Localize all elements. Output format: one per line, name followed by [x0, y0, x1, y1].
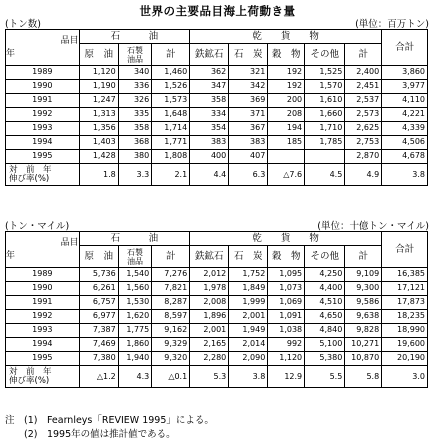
table-cell: 16,385	[382, 268, 428, 282]
table2-yoy-label-line1: 対 前 年	[9, 366, 52, 377]
table-row	[6, 66, 428, 80]
table1-sub-coal: 石 炭	[229, 44, 268, 66]
table-cell: 340	[118, 66, 151, 80]
table-cell: 10,271	[345, 338, 382, 352]
page-title: 世界の主要品目海上荷動き量	[139, 4, 296, 18]
table-cell: 1,530	[118, 296, 151, 310]
table-cell: 1,771	[152, 136, 190, 150]
table2-sub-products-line1: 石製	[126, 247, 143, 257]
table-cell: 2,537	[345, 94, 382, 108]
table1-total-header: 合計	[382, 30, 428, 66]
table-cell: △1.2	[79, 366, 118, 388]
table2-yoy-label	[6, 366, 80, 388]
table-cell: 1,896	[190, 310, 229, 324]
table-cell: 992	[268, 338, 305, 352]
table1-yoy-label-line1: 対 前 年	[9, 164, 52, 175]
table-cell: 1,526	[152, 80, 190, 94]
table-row	[6, 352, 428, 366]
table2-sub-other: その他	[305, 246, 345, 268]
table-cell: 358	[118, 122, 151, 136]
table-cell: 4.5	[305, 164, 345, 186]
table-cell: 4.4	[190, 164, 229, 186]
table-cell: 200	[268, 94, 305, 108]
table-cell: 380	[118, 150, 151, 164]
table-cell: 208	[268, 108, 305, 122]
table-cell: 1,073	[268, 282, 305, 296]
table1-yoy-label-line2: 伸び率(%)	[9, 173, 50, 184]
table-cell: 7,469	[79, 338, 118, 352]
table-cell: 1,860	[118, 338, 151, 352]
table-row	[6, 282, 428, 296]
table-cell: 1,849	[229, 282, 268, 296]
table1-sub-grain: 穀 物	[268, 44, 305, 66]
table2-unit-right: (単位：十億トン・マイル)	[317, 221, 429, 232]
table-cell: 20,190	[382, 352, 428, 366]
table-row	[6, 94, 428, 108]
table1-sub-other: その他	[305, 44, 345, 66]
year-cell: 1995	[6, 150, 80, 164]
table-cell: 9,320	[152, 352, 190, 366]
table-cell: 354	[190, 122, 229, 136]
table-cell: 2,280	[190, 352, 229, 366]
table-cell: 347	[190, 80, 229, 94]
table-cell: 336	[118, 80, 151, 94]
year-cell: 1992	[6, 310, 80, 324]
table-cell: 9,329	[152, 338, 190, 352]
table-cell: 7,387	[79, 324, 118, 338]
table2-sub-crude: 原 油	[79, 246, 118, 268]
table-cell: 2,008	[190, 296, 229, 310]
table-cell: 3.8	[382, 164, 428, 186]
table-cell: 6,261	[79, 282, 118, 296]
table2-sub-grain: 穀 物	[268, 246, 305, 268]
table-row	[6, 324, 428, 338]
table-cell: 1,560	[118, 282, 151, 296]
table1-sub-products-line2: 油品	[126, 54, 143, 64]
table1-unit-right: (単位：百万トン)	[355, 19, 429, 30]
table2-corner-cell	[6, 232, 80, 268]
table-cell: 2,001	[229, 310, 268, 324]
table-cell: 1,999	[229, 296, 268, 310]
table-cell: 400	[190, 150, 229, 164]
footnote-1: 注 (1) Fearnleys「REVIEW 1995」による。	[5, 415, 214, 426]
table-cell: 194	[268, 122, 305, 136]
table-cell: 407	[229, 150, 268, 164]
table-cell: 321	[229, 66, 268, 80]
table-cell: 1,978	[190, 282, 229, 296]
table-cell: 362	[190, 66, 229, 80]
table-cell: 4,678	[382, 150, 428, 164]
table-cell: 326	[118, 94, 151, 108]
year-cell: 1991	[6, 296, 80, 310]
table-cell: 1,247	[79, 94, 118, 108]
table-cell: 1,648	[152, 108, 190, 122]
table2-group-dry: 乾 貨 物	[190, 232, 382, 246]
table-cell: 7,380	[79, 352, 118, 366]
year-cell: 1990	[6, 282, 80, 296]
table1-sub-oil-total: 計	[152, 44, 190, 66]
table-cell: 10,870	[345, 352, 382, 366]
table-cell: 1,120	[268, 352, 305, 366]
table-cell: 3,977	[382, 80, 428, 94]
table2-group-oil: 石 油	[79, 232, 190, 246]
table-cell: 358	[190, 94, 229, 108]
table-cell: 18,990	[382, 324, 428, 338]
table-cell: 4,339	[382, 122, 428, 136]
table-cell: 4,250	[305, 268, 345, 282]
table-row	[6, 80, 428, 94]
table-cell: 2,400	[345, 66, 382, 80]
year-cell: 1989	[6, 66, 80, 80]
table1-corner-year: 年	[6, 49, 16, 59]
year-cell: 1992	[6, 108, 80, 122]
table-cell: 2,012	[190, 268, 229, 282]
table-cell: 9,586	[345, 296, 382, 310]
table-cell: 1,190	[79, 80, 118, 94]
footnote-2: (2) 1995年の値は推計値である。	[24, 429, 176, 440]
table-cell: 17,873	[382, 296, 428, 310]
table-row	[6, 136, 428, 150]
table-cell: 9,638	[345, 310, 382, 324]
table-cell: 1,120	[79, 66, 118, 80]
table2-sub-iron: 鉄鉱石	[190, 246, 229, 268]
table-cell: 1,069	[268, 296, 305, 310]
table2-yoy-label-line2: 伸び率(%)	[9, 375, 50, 386]
table-cell: 12.9	[268, 366, 305, 388]
year-cell: 1991	[6, 94, 80, 108]
table-cell	[305, 150, 345, 164]
table-cell	[268, 150, 305, 164]
table-cell: 6.3	[229, 164, 268, 186]
table-cell: 4,110	[382, 94, 428, 108]
table-cell: 8,597	[152, 310, 190, 324]
table-cell: 1,710	[305, 122, 345, 136]
table1-sub-crude: 原 油	[79, 44, 118, 66]
table2-corner-year: 年	[6, 251, 16, 261]
table-cell: 7,276	[152, 268, 190, 282]
year-cell: 1995	[6, 352, 80, 366]
table-cell: 9,300	[345, 282, 382, 296]
table-cell: 1.8	[79, 164, 118, 186]
table-row	[6, 150, 428, 164]
table2-sub-products-line2: 油品	[126, 256, 143, 266]
table2-sub-coal: 石 炭	[229, 246, 268, 268]
year-cell: 1993	[6, 324, 80, 338]
table-cell: 2,753	[345, 136, 382, 150]
table-cell: 4,840	[305, 324, 345, 338]
table-cell: 18,235	[382, 310, 428, 324]
table-cell: 9,828	[345, 324, 382, 338]
table1-group-dry: 乾 貨 物	[190, 30, 382, 44]
table1-yoy-row	[6, 164, 428, 186]
table-cell: 9,162	[152, 324, 190, 338]
table-cell: 2,014	[229, 338, 268, 352]
table-cell: 367	[229, 122, 268, 136]
table-cell: 368	[118, 136, 151, 150]
table-cell: 371	[229, 108, 268, 122]
table-row	[6, 108, 428, 122]
table-cell: 5,736	[79, 268, 118, 282]
table-cell: 2,165	[190, 338, 229, 352]
table-cell: 334	[190, 108, 229, 122]
table-cell: 3.8	[229, 366, 268, 388]
table-cell: 4,400	[305, 282, 345, 296]
table-cell: 383	[190, 136, 229, 150]
table-row	[6, 338, 428, 352]
table-cell: △0.1	[152, 366, 190, 388]
table-cell: 192	[268, 80, 305, 94]
table-cell: △7.6	[268, 164, 305, 186]
table2-yoy-row	[6, 366, 428, 388]
table-cell: 1,660	[305, 108, 345, 122]
table2-unit-left: (トン・マイル)	[5, 221, 70, 232]
table-cell: 2,090	[229, 352, 268, 366]
table-cell: 1,428	[79, 150, 118, 164]
year-cell: 1990	[6, 80, 80, 94]
table-cell: 1,752	[229, 268, 268, 282]
table-cell: 1,808	[152, 150, 190, 164]
table-cell: 1,525	[305, 66, 345, 80]
table-row	[6, 296, 428, 310]
table-row	[6, 268, 428, 282]
table-cell: 1,573	[152, 94, 190, 108]
table2-body	[6, 268, 428, 366]
table1-yoy-label	[6, 164, 80, 186]
table-row	[6, 122, 428, 136]
table1	[5, 29, 428, 186]
year-cell: 1989	[6, 268, 80, 282]
table-cell: 1,091	[268, 310, 305, 324]
table-cell: 7,821	[152, 282, 190, 296]
table-cell: 2,870	[345, 150, 382, 164]
table-cell: 185	[268, 136, 305, 150]
table2-total-header: 合計	[382, 232, 428, 268]
table-cell: 1,620	[118, 310, 151, 324]
table-cell: 3,860	[382, 66, 428, 80]
table1-corner-item: 品目	[60, 35, 79, 46]
table-cell: 4,650	[305, 310, 345, 324]
table-cell: 1,313	[79, 108, 118, 122]
table-cell: 2.1	[152, 164, 190, 186]
year-cell: 1993	[6, 122, 80, 136]
table-cell: 17,121	[382, 282, 428, 296]
table-cell: 4,221	[382, 108, 428, 122]
table-cell: 3.3	[118, 164, 151, 186]
table-cell: 6,757	[79, 296, 118, 310]
table-cell: 8,287	[152, 296, 190, 310]
table-cell: 335	[118, 108, 151, 122]
table-cell: 19,600	[382, 338, 428, 352]
table1-sub-dry-total: 計	[345, 44, 382, 66]
table-cell: 192	[268, 66, 305, 80]
table-cell: 4,506	[382, 136, 428, 150]
table-cell: 5.8	[345, 366, 382, 388]
table-cell: 5,380	[305, 352, 345, 366]
table-cell: 1,095	[268, 268, 305, 282]
table1-group-oil: 石 油	[79, 30, 190, 44]
table-cell: 1,460	[152, 66, 190, 80]
table-row	[6, 310, 428, 324]
table2-sub-products	[118, 246, 151, 268]
table2-sub-dry-total: 計	[345, 246, 382, 268]
table-cell: 9,109	[345, 268, 382, 282]
table-cell: 6,977	[79, 310, 118, 324]
table-cell: 1,540	[118, 268, 151, 282]
table-cell: 1,775	[118, 324, 151, 338]
table2-corner-item: 品目	[60, 237, 79, 248]
table-cell: 1,785	[305, 136, 345, 150]
table-cell: 1,949	[229, 324, 268, 338]
table-cell: 2,451	[345, 80, 382, 94]
table-cell: 1,038	[268, 324, 305, 338]
table-cell: 4,510	[305, 296, 345, 310]
table-cell: 2,625	[345, 122, 382, 136]
table-cell: 369	[229, 94, 268, 108]
year-cell: 1994	[6, 136, 80, 150]
table-cell: 4.3	[118, 366, 151, 388]
table1-unit-left: (トン数)	[5, 19, 41, 30]
year-cell: 1994	[6, 338, 80, 352]
table-cell: 3.0	[382, 366, 428, 388]
table-cell: 4.9	[345, 164, 382, 186]
table1-sub-products-line1: 石製	[126, 45, 143, 55]
table-cell: 1,570	[305, 80, 345, 94]
table-cell: 383	[229, 136, 268, 150]
table-cell: 2,001	[190, 324, 229, 338]
table1-sub-iron: 鉄鉱石	[190, 44, 229, 66]
table1-body	[6, 66, 428, 164]
table-cell: 5,100	[305, 338, 345, 352]
table1-sub-products	[118, 44, 151, 66]
table-cell: 1,610	[305, 94, 345, 108]
table-cell: 342	[229, 80, 268, 94]
table-cell: 1,403	[79, 136, 118, 150]
table-cell: 5.5	[305, 366, 345, 388]
table2	[5, 231, 428, 388]
table1-corner-cell	[6, 30, 80, 66]
table-cell: 5.3	[190, 366, 229, 388]
table-cell: 1,714	[152, 122, 190, 136]
table2-sub-oil-total: 計	[152, 246, 190, 268]
table-cell: 1,940	[118, 352, 151, 366]
table-cell: 1,356	[79, 122, 118, 136]
table-cell: 2,573	[345, 108, 382, 122]
